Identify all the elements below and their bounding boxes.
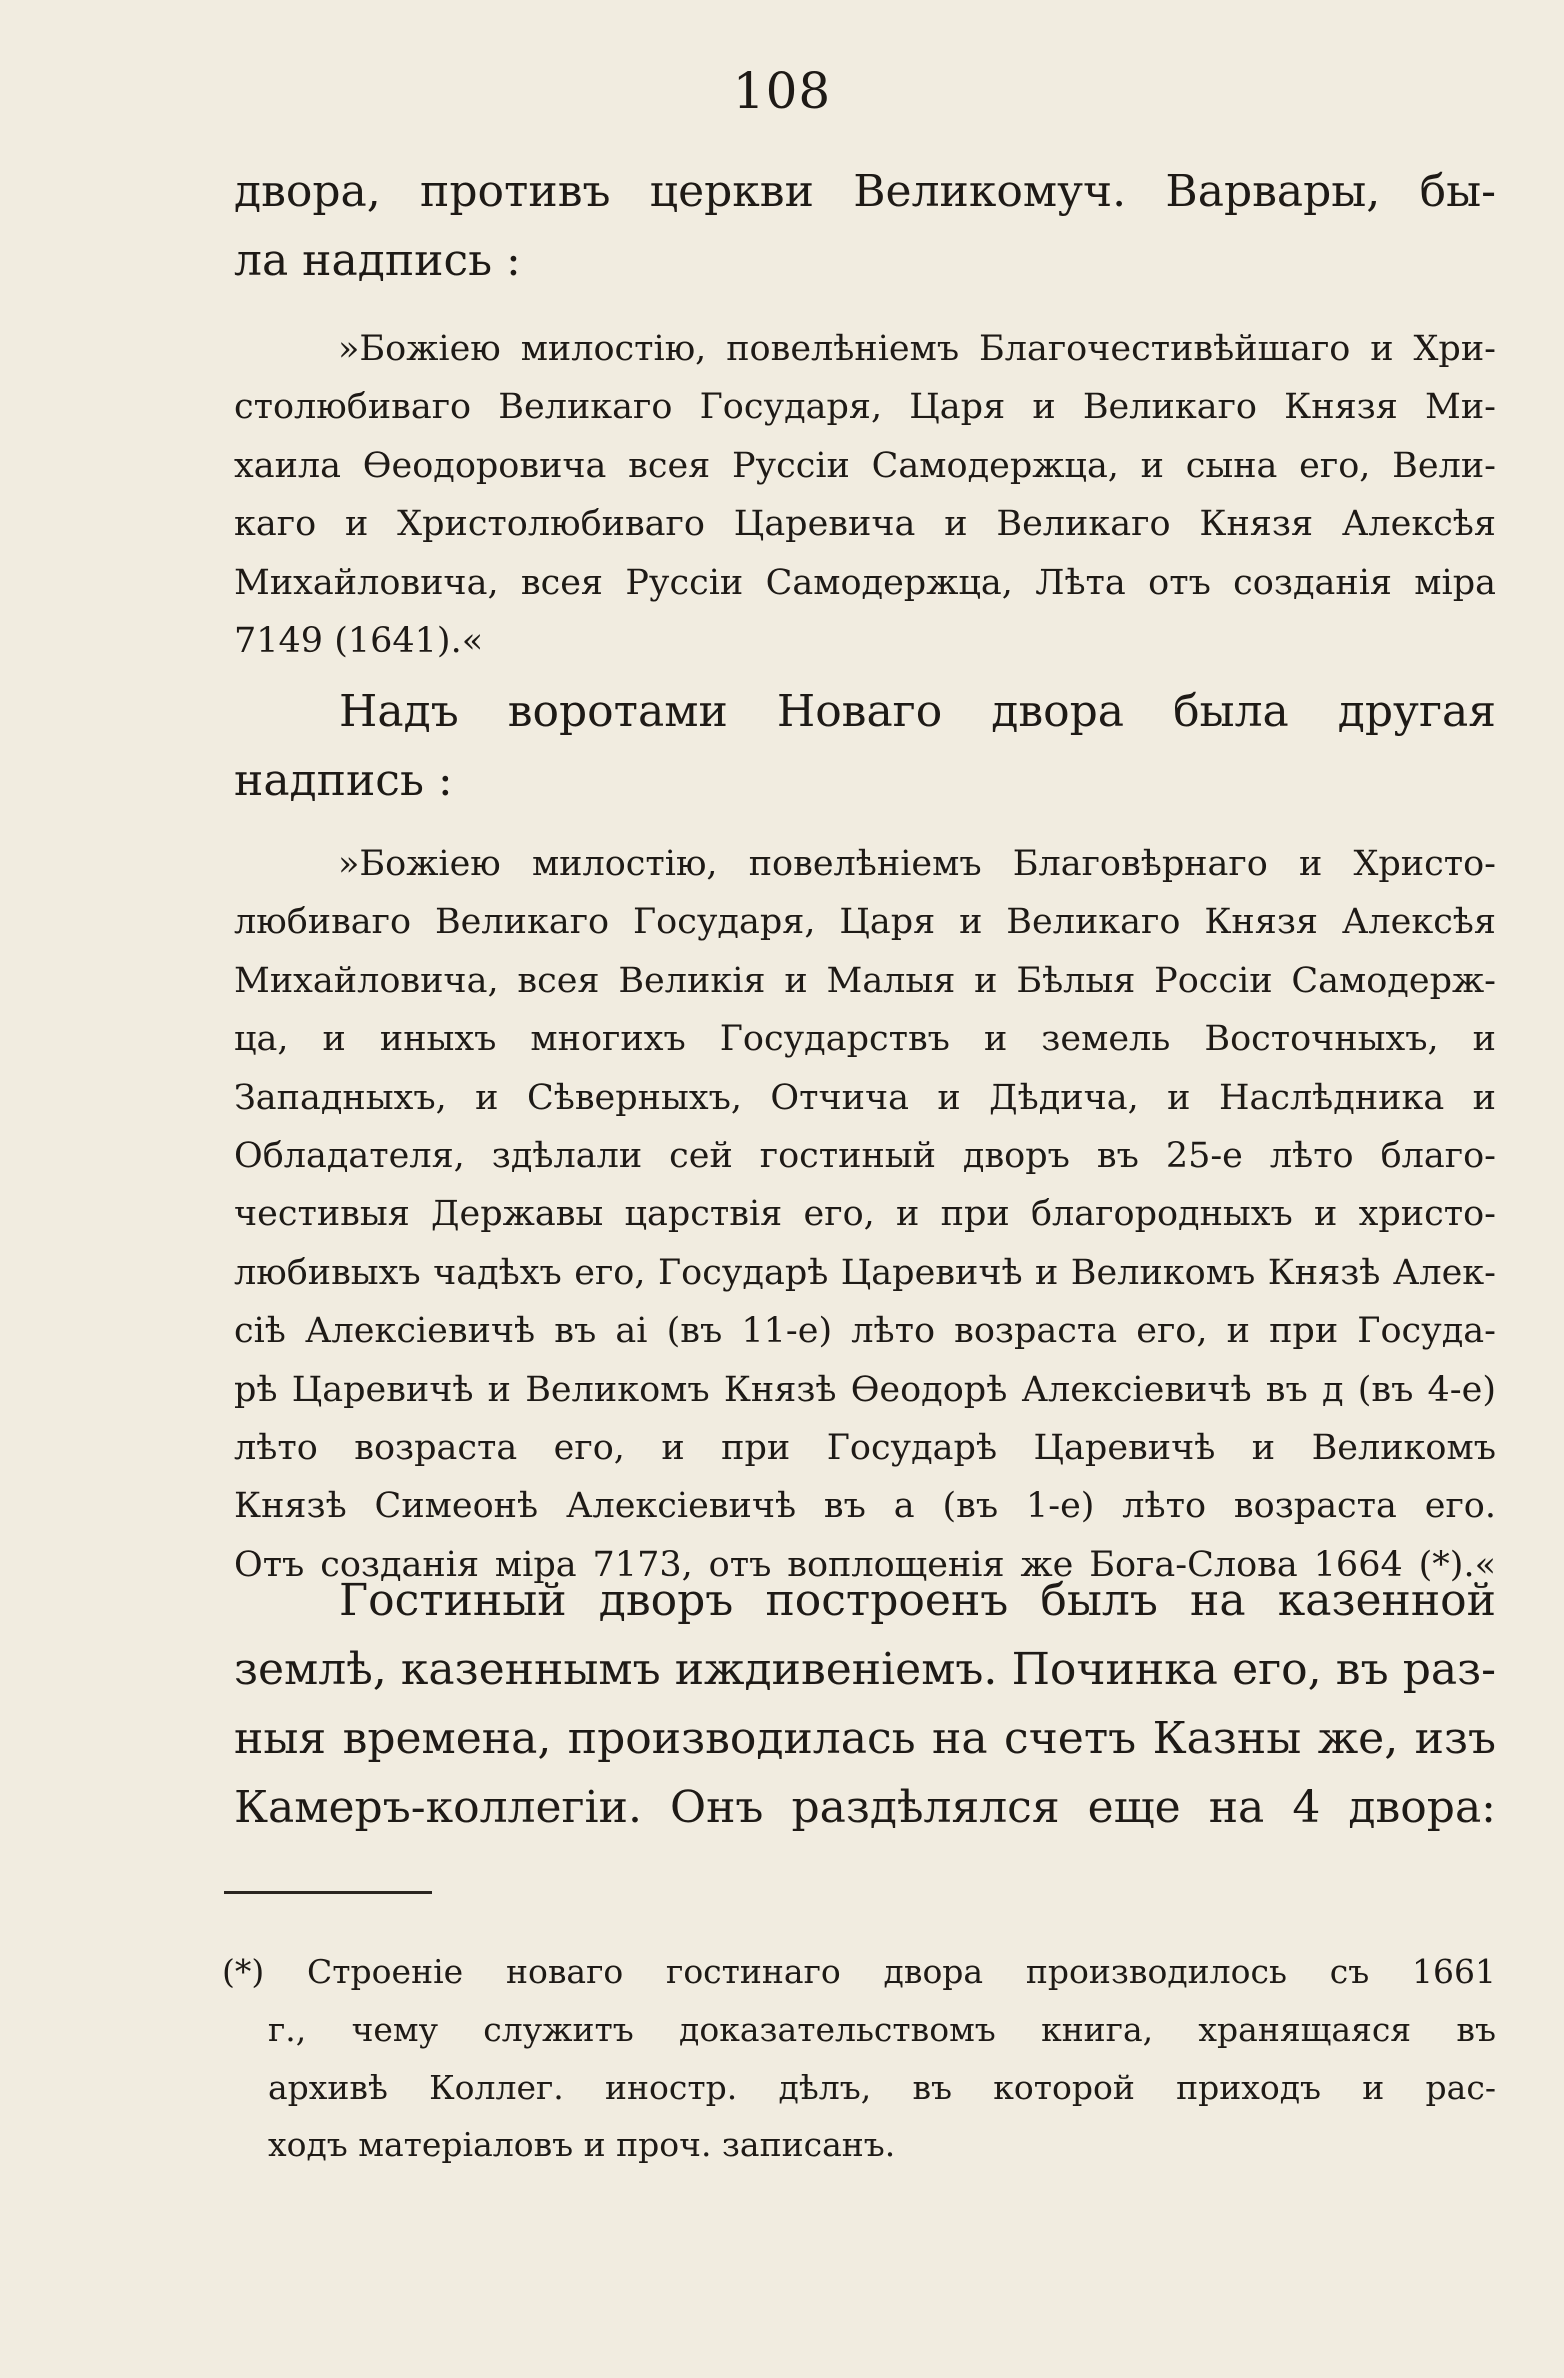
text-line: Обладателя, здѣлали сей гостиный дворъ въ 25-е лѣто благо-: [234, 1136, 1496, 1177]
footnote-line: (*) Строеніе новаго гостинаго двора производилось съ 1661: [222, 1952, 1496, 1991]
text-line: землѣ, казеннымъ иждивеніемъ. Починка его, въ раз-: [234, 1644, 1496, 1695]
text-line: Надъ воротами Новаго двора была другая: [339, 686, 1496, 737]
text-line: рѣ Царевичѣ и Великомъ Князѣ Ѳеодорѣ Алексіевичѣ въ д (въ 4-е): [234, 1369, 1496, 1410]
footnote-separator: [224, 1891, 432, 1894]
paragraph-gostiny-dvor: [234, 1566, 1496, 1842]
text-line: Камеръ-коллегіи. Онъ раздѣлялся еще на 4 двора:: [234, 1782, 1496, 1833]
page-number: 108: [732, 62, 832, 120]
text-line: Михайловича, всея Руссіи Самодержца, Лѣта отъ созданія міра: [234, 562, 1496, 603]
text-line: любиваго Великаго Государя, Царя и Великаго Князя Алексѣя: [234, 902, 1496, 943]
text-line: »Божіею милостію, повелѣніемъ Благочестивѣйшаго и Хри-: [338, 329, 1496, 369]
text-line: сіѣ Алексіевичѣ въ аі (въ 11-е) лѣто возраста его, и при Госуда-: [234, 1311, 1496, 1352]
text-line: 7149 (1641).«: [234, 621, 484, 662]
text-line: ла надпись :: [234, 235, 521, 286]
footnote-line: г., чему служитъ доказательствомъ книга, хранящаяся въ: [268, 2009, 1496, 2049]
text-line: ныя времена, производилась на счетъ Казны же, изъ: [234, 1713, 1496, 1764]
text-line: Михайловича, всея Великія и Малыя и Бѣлыя Россіи Самодерж-: [234, 960, 1496, 1001]
text-line: столюбиваго Великаго Государя, Царя и Великаго Князя Ми-: [234, 387, 1496, 428]
paragraph-new-court: [234, 677, 1496, 815]
footnote-line: ходъ матеріаловъ и проч. записанъ.: [268, 2125, 896, 2165]
text-line: »Божіею милостію, повелѣніемъ Благовѣрнаго и Христо-: [338, 844, 1496, 884]
footnote-line: архивѣ Коллег. иностр. дѣлъ, въ которой приходъ и рас-: [268, 2067, 1496, 2107]
text-line: хаила Ѳеодоровича всея Руссіи Самодержца, и сына его, Вели-: [234, 445, 1496, 486]
text-line: лѣто возраста его, и при Государѣ Царевичѣ и Великомъ: [234, 1428, 1496, 1469]
text-line: Князѣ Симеонѣ Алексіевичѣ въ а (въ 1-е) лѣто возраста его.: [234, 1486, 1496, 1527]
text-line: ца, и иныхъ многихъ Государствъ и земель Восточныхъ, и: [234, 1019, 1496, 1060]
paragraph-continued: [234, 157, 1496, 295]
text-line: честивыя Державы царствія его, и при благородныхъ и христо-: [234, 1194, 1496, 1235]
text-line: надпись :: [234, 755, 453, 806]
text-line: Гостиный дворъ построенъ былъ на казенной: [339, 1575, 1496, 1626]
footnote: [222, 1943, 1496, 2174]
text-line: любивыхъ чадѣхъ его, Государѣ Царевичѣ и Великомъ Князѣ Алек-: [234, 1252, 1496, 1293]
text-line: Западныхъ, и Сѣверныхъ, Отчича и Дѣдича, и Наслѣдника и: [234, 1077, 1496, 1118]
inscription-1664: [234, 835, 1496, 1594]
text-line: двора, противъ церкви Великомуч. Варвары, бы-: [234, 166, 1496, 217]
text-line: каго и Христолюбиваго Царевича и Великаго Князя Алексѣя: [234, 504, 1496, 545]
inscription-1641: [234, 320, 1496, 670]
text-line: Отъ созданія міра 7173, отъ воплощенія же Бога-Слова 1664 (*).«: [234, 1544, 1496, 1585]
